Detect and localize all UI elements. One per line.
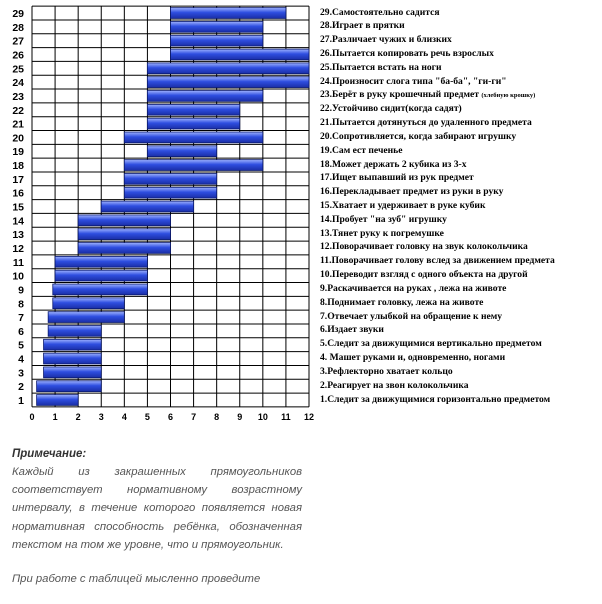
- y-tick-label: 15: [12, 201, 24, 214]
- bar-22: [147, 104, 239, 115]
- y-tick-label: 22: [12, 104, 24, 117]
- bar-14: [78, 215, 170, 226]
- development-chart: [0, 0, 320, 430]
- milestone-labels: [320, 0, 602, 410]
- milestone-label-28: 28.Играет в прятки: [320, 20, 405, 32]
- milestone-label-10: 10.Переводит взгляд с одного объекта на другой: [320, 269, 528, 281]
- x-tick-label: 12: [303, 411, 315, 422]
- y-tick-label: 23: [12, 90, 24, 103]
- y-tick-label: 10: [12, 270, 24, 283]
- milestone-label-24: 24.Произносит слога типа "ба-ба", "ги-ги": [320, 75, 507, 87]
- milestone-label-22: 22.Устойчиво сидит(когда садят): [320, 103, 462, 115]
- x-tick-label: 6: [167, 411, 174, 422]
- x-tick-label: 9: [237, 411, 243, 422]
- bar-12: [78, 243, 170, 254]
- y-tick-label: 3: [18, 367, 24, 380]
- milestone-label-12: 12.Поворачивает головку на звук колокольчика: [320, 241, 528, 253]
- note-title: Примечание:: [12, 448, 87, 460]
- y-tick-label: 16: [12, 187, 24, 200]
- milestone-label-11: 11.Поворачивает голову вслед за движением предмета: [320, 255, 555, 267]
- x-tick-label: 11: [281, 411, 291, 422]
- bar-10: [55, 270, 147, 281]
- bar-21: [147, 118, 239, 129]
- milestone-label-2: 2.Реагирует на звон колокольчика: [320, 379, 469, 391]
- bar-5: [44, 339, 102, 350]
- x-tick-label: 3: [98, 411, 104, 422]
- milestone-label-17: 17.Ищет выпавший из рук предмет: [320, 172, 474, 184]
- bar-15: [101, 201, 193, 212]
- y-tick-label: 9: [18, 284, 24, 297]
- y-tick-label: 25: [12, 63, 24, 76]
- bar-16: [124, 187, 216, 198]
- bar-29: [171, 8, 286, 19]
- milestone-label-27: 27.Различает чужих и близких: [320, 34, 452, 46]
- y-tick-label: 1: [18, 395, 24, 407]
- bar-19: [147, 146, 216, 157]
- note-section: [12, 448, 302, 604]
- bar-4: [44, 353, 102, 364]
- x-tick-label: 10: [257, 411, 268, 422]
- x-tick-label: 1: [52, 411, 58, 422]
- milestone-label-18: 18.Может держать 2 кубика из 3-х: [320, 158, 467, 170]
- milestone-label-19: 19.Сам ест печенье: [320, 144, 403, 156]
- y-tick-label: 6: [18, 325, 24, 338]
- milestone-label-7: 7.Отвечает улыбкой на обращение к нему: [320, 310, 503, 322]
- bar-2: [37, 381, 102, 392]
- y-tick-label: 4: [18, 353, 24, 366]
- y-tick-label: 5: [18, 339, 24, 352]
- bar-28: [171, 21, 263, 32]
- y-tick-label: 8: [18, 298, 24, 311]
- x-tick-label: 4: [121, 411, 127, 422]
- milestone-label-20: 20.Сопротивляется, когда забирают игрушку: [320, 130, 517, 142]
- x-tick-label: 5: [144, 411, 150, 422]
- milestone-label-1: 1.Следит за движущимися горизонтально предметом: [320, 393, 551, 405]
- milestone-label-26: 26.Пытается копировать речь взрослых: [320, 48, 494, 59]
- milestone-label-14: 14.Пробует "на зуб" игрушку: [320, 213, 447, 225]
- y-tick-label: 14: [12, 215, 24, 228]
- bar-24: [147, 77, 309, 88]
- y-tick-label: 2: [18, 381, 24, 394]
- x-tick-label: 0: [29, 411, 35, 422]
- bar-23: [147, 91, 262, 102]
- y-tick-label: 12: [12, 242, 24, 255]
- note-paragraph: Каждый из закрашенных прямоугольников соответствует нормативному возрастному интервалу, в течение которого появляется новая нормативная способность ребёнка, обозначенная текстом на том же уровне, что и прямоугольник.: [12, 466, 302, 551]
- bar-27: [171, 35, 263, 46]
- y-tick-label: 7: [18, 312, 24, 325]
- bar-6: [48, 325, 101, 336]
- y-tick-label: 24: [12, 77, 24, 90]
- y-tick-label: 28: [12, 21, 24, 34]
- bar-3: [44, 367, 102, 378]
- bar-1: [37, 395, 79, 406]
- y-tick-label: 11: [12, 256, 24, 269]
- y-tick-label: 21: [12, 118, 24, 131]
- y-tick-label: 13: [12, 229, 24, 242]
- bar-18: [124, 160, 263, 171]
- milestone-label-6: 6.Издает звуки: [320, 324, 384, 336]
- milestone-label-3: 3.Рефлекторно хватает кольцо: [320, 365, 453, 377]
- x-tick-label: 2: [75, 411, 81, 422]
- y-tick-label: 29: [12, 8, 24, 21]
- bar-9: [53, 284, 148, 295]
- milestone-label-23: 23.Берёт в руку крошечный предмет (хлебную крошку): [320, 89, 536, 101]
- milestone-label-25: 25.Пытается встать на ноги: [320, 61, 442, 73]
- x-tick-label: 7: [191, 411, 197, 422]
- y-tick-label: 17: [12, 173, 24, 186]
- milestone-label-9: 9.Раскачивается на руках , лежа на животе: [320, 282, 507, 294]
- y-tick-label: 18: [12, 160, 24, 173]
- bar-8: [53, 298, 125, 309]
- milestone-label-13: 13.Тянет руку к погремушке: [320, 227, 444, 239]
- y-tick-label: 26: [12, 49, 24, 62]
- milestone-label-4: 4. Машет руками и, одновременно, ногами: [320, 352, 506, 364]
- y-tick-label: 20: [12, 132, 24, 145]
- bar-20: [124, 132, 263, 143]
- bar-25: [147, 63, 309, 74]
- milestone-label-16: 16.Перекладывает предмет из руки в руку: [320, 186, 504, 198]
- bar-26: [171, 49, 310, 60]
- bar-11: [55, 256, 147, 267]
- milestone-label-8: 8.Поднимает головку, лежа на животе: [320, 296, 484, 308]
- bar-13: [78, 229, 170, 240]
- bar-17: [124, 173, 216, 184]
- milestone-label-21: 21.Пытается дотянуться до удаленного предмета: [320, 117, 532, 129]
- milestone-label-29: 29.Самостоятельно садится: [320, 6, 440, 18]
- milestone-label-15: 15.Хватает и удерживает в руке кубик: [320, 200, 486, 212]
- bar-7: [48, 312, 124, 323]
- milestone-label-note: (хлебную крошку): [481, 92, 536, 100]
- x-tick-label: 8: [214, 411, 220, 422]
- y-tick-label: 27: [12, 35, 24, 48]
- milestone-label-5: 5.Следит за движущимися вертикально предметом: [320, 338, 542, 350]
- note-paragraph-continued: При работе с таблицей мысленно проведите: [12, 573, 261, 586]
- y-tick-label: 19: [12, 146, 24, 159]
